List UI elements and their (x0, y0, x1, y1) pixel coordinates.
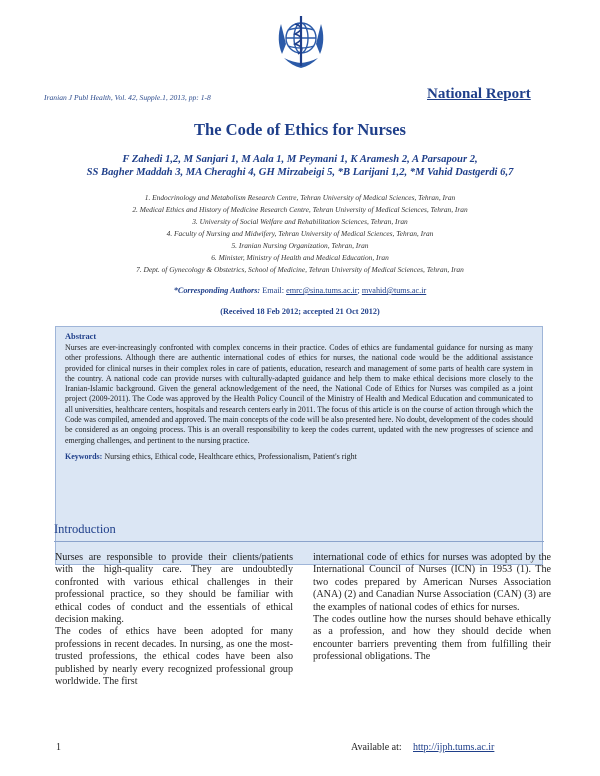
affiliation-3: 3. University of Social Welfare and Rehabilitation Sciences, Tehran, Iran (192, 217, 408, 226)
email-link-2[interactable]: mvahid@tums.ac.ir (361, 286, 427, 295)
affiliation-7: 7. Dept. of Gynecology & Obstetrics, School of Medicine, Tehran University of Medical Sciences, Tehran, Iran (136, 265, 464, 274)
received-dates: (Received 18 Feb 2012; accepted 21 Oct 2012) (220, 307, 380, 316)
authors-line-2: SS Bagher Maddah 3, MA Cheraghi 4, GH Mirzabeigi 5, *B Larijani 1,2, *M Vahid Dastgerdi 6,7 (86, 167, 514, 178)
paragraph: international code of ethics for nurses was adopted by the International Council of Nurses (ICN) in 1953 (1). The two codes prepared by American Nurses Association (ANA) (2) and Canadian Nurse Association (CAN) (3) are the examples of national codes of ethics for nurses. (313, 552, 551, 613)
abstract-box (55, 326, 543, 565)
corresponding-authors (0, 286, 600, 295)
text-column-right (313, 552, 551, 664)
journal-url-link[interactable]: http://ijph.tums.ac.ir (413, 742, 495, 753)
keywords-label: Keywords: (65, 451, 103, 461)
paper-title: The Code of Ethics for Nurses (194, 120, 406, 139)
who-emblem-logo (272, 10, 330, 74)
paragraph: The codes of ethics have been adopted for many professions in recent decades. In nursing, as one the most-trusted professions, the ethical codes have been also published by nearly every recognized professional group worldwide. The first (55, 626, 293, 688)
report-type-label: National Report (427, 86, 531, 102)
page-number: 1 (56, 742, 61, 753)
email-link-1[interactable]: emrc@sina.tums.ac.ir (286, 286, 358, 295)
paragraph: Nurses are responsible to provide their clients/patients with the high-quality care. They are undoubtedly confronted with various ethical challenges in their professional practice, so they should be familiar with ethical codes of conduct and the essentials of ethical decision making. (55, 552, 293, 626)
keywords-list: Nursing ethics, Ethical code, Healthcare ethics, Professionalism, Patient's right (102, 451, 357, 461)
section-divider (54, 541, 544, 542)
authors-line-1: F Zahedi 1,2, M Sanjari 1, M Aala 1, M Peymani 1, K Aramesh 2, A Parsapour 2, (122, 154, 478, 165)
introduction-heading: Introduction (54, 522, 116, 536)
keywords (65, 452, 533, 461)
text-column-left (55, 552, 293, 688)
email-label: Email: (260, 286, 287, 295)
affiliation-2: 2. Medical Ethics and History of Medicine Research Centre, Tehran University of Medical Sciences, Tehran, Iran (132, 205, 468, 214)
affiliation-1: 1. Endocrinology and Metabolism Research Centre, Tehran University of Medical Sciences, Tehran, Iran (144, 193, 456, 202)
affiliation-4: 4. Faculty of Nursing and Midwifery, Tehran University of Medical Sciences, Tehran, Iran (166, 229, 434, 238)
affiliation-6: 6. Minister, Ministry of Health and Medical Education, Iran (211, 253, 389, 262)
journal-reference: Iranian J Publ Health, Vol. 42, Supple.1, 2013, pp: 1-8 (44, 93, 211, 102)
email-separator: ; (357, 286, 362, 295)
available-at-label: Available at: (351, 742, 402, 753)
abstract-heading: Abstract (65, 332, 97, 341)
abstract-text: Nurses are ever-increasingly confronted with complex concerns in their practice. Codes of ethics are fundamental guidance for nursing as many other professions. Although there are authentic international codes of ethics for nurses, the national code would be the additional assistance provided for clinical nurses in their complex roles in care of patients, education, research and management of some parts of health care system in the country. A national code can provide nurses with culturally-adapted guidance and help them to make ethical decisions more closely to the Iranian-Islamic background. Given the general acknowledgement of the need, the National Code of Ethics for Nurses was compiled as a joint project (2009-2011). The Code was approved by the Health Policy Council of the Ministry of Health and Medical Education and communicated to all universities, healthcare centers, hospitals and research centers early in 2011. The focus of this article is on the course of action through which the Code was compiled, amended and approved. The main concepts of the code will be also presented here. No doubt, development of the codes should be considered as an ongoing process. This is an overall responsibility to keep the codes current, updated with the new progresses of science and emerging challenges, and pertinent to the nursing practice. (65, 343, 533, 445)
paragraph: The codes outline how the nurses should behave ethically as a profession, and how they should decide when encounter barriers preventing them from fulfilling their professional obligations. The (313, 614, 551, 663)
corresponding-label: *Corresponding Authors: (173, 286, 261, 295)
affiliation-5: 5. Iranian Nursing Organization, Tehran, Iran (231, 241, 369, 250)
